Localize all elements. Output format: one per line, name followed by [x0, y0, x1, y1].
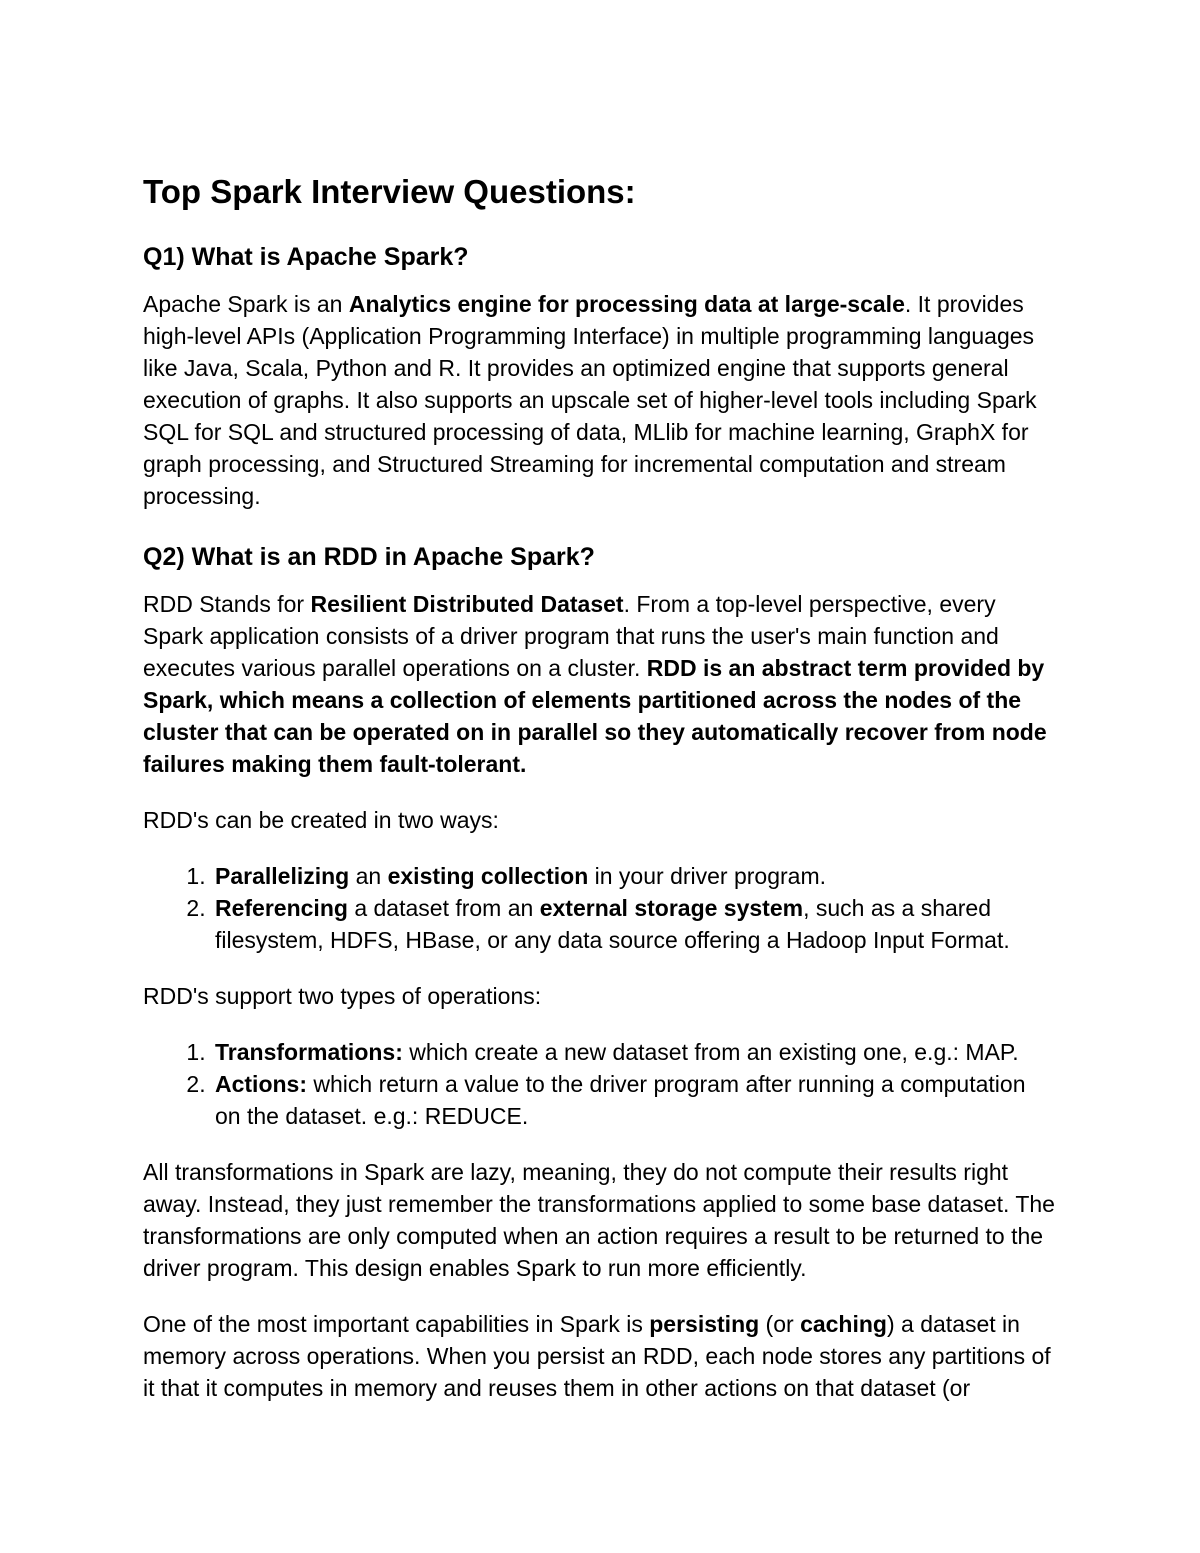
rdd-operations-list [143, 1036, 1057, 1132]
persisting-caching-paragraph [143, 1308, 1057, 1404]
text-run: Apache Spark is an [143, 291, 349, 317]
text-run: an [349, 863, 388, 889]
bold-text-run: external storage system [539, 895, 804, 921]
document-content [143, 172, 1057, 1404]
list-item-actions [212, 1068, 1057, 1132]
text-run: , such as a shared filesystem, HDFS, HBase, or any data source offering a Hadoop Input Format. [215, 895, 1010, 953]
question-2-answer-paragraph [143, 588, 1057, 780]
rdd-creation-intro: RDD's can be created in two ways: [143, 807, 499, 833]
document-title: Top Spark Interview Questions: [143, 173, 636, 210]
text-run: One of the most important capabilities in Spark is [143, 1311, 650, 1337]
bold-text-run: caching [800, 1311, 887, 1337]
bold-text-run: Resilient Distributed Dataset [310, 591, 624, 617]
text-run: which return a value to the driver program after running a computation on the dataset. e.g.: REDUCE. [215, 1071, 1026, 1129]
question-2-heading: Q2) What is an RDD in Apache Spark? [143, 543, 595, 571]
rdd-creation-list [143, 860, 1057, 956]
bold-text-run: existing collection [387, 863, 589, 889]
text-run: a dataset from an [347, 895, 540, 921]
bold-text-run: Analytics engine for processing data at large-scale [348, 291, 905, 317]
rdd-operations-intro: RDD's support two types of operations: [143, 983, 542, 1009]
bold-text-run: Referencing [215, 895, 348, 921]
list-item-parallelizing [212, 860, 1057, 892]
lazy-transformations-paragraph: All transformations in Spark are lazy, meaning, they do not compute their results right away. Instead, they just remember the transformations applied to some base dataset. The transformations are only computed when an action requires a result to be returned to the driver program. This design enables Spark to run more efficiently. [143, 1159, 1055, 1281]
bold-text-run: persisting [649, 1311, 760, 1337]
bold-text-run: Parallelizing [215, 863, 350, 889]
text-run: in your driver program. [588, 863, 826, 889]
question-1-answer-paragraph [143, 288, 1057, 512]
list-item-transformations [212, 1036, 1057, 1068]
text-run: . From a top-level perspective, every Spark application consists of a driver program that runs the user's main function and executes various parallel operations on a cluster. [143, 591, 999, 681]
text-run: (or [759, 1311, 801, 1337]
text-run: ) a dataset in memory across operations. When you persist an RDD, each node stores any partitions of it that it computes in memory and reuses them in other actions on that dataset (or [143, 1311, 1051, 1401]
list-item-referencing [212, 892, 1057, 956]
bold-text-run: Transformations: [215, 1039, 403, 1065]
text-run: RDD Stands for [143, 591, 311, 617]
question-1-heading: Q1) What is Apache Spark? [143, 243, 469, 271]
bold-text-run: RDD is an abstract term provided by Spark, which means a collection of elements partitioned across the nodes of the cluster that can be operated on in parallel so they automatically recover from node failures making them fault-tolerant. [143, 655, 1047, 777]
text-run: which create a new dataset from an existing one, e.g.: MAP. [402, 1039, 1019, 1065]
bold-text-run: Actions: [215, 1071, 307, 1097]
text-run: . It provides high-level APIs (Application Programming Interface) in multiple programming languages like Java, Scala, Python and R. It provides an optimized engine that supports general execution of graphs. It also supports an upscale set of higher-level tools including Spark SQL for SQL and structured processing of data, MLlib for machine learning, GraphX for graph processing, and Structured Streaming for incremental computation and stream processing. [143, 291, 1037, 509]
